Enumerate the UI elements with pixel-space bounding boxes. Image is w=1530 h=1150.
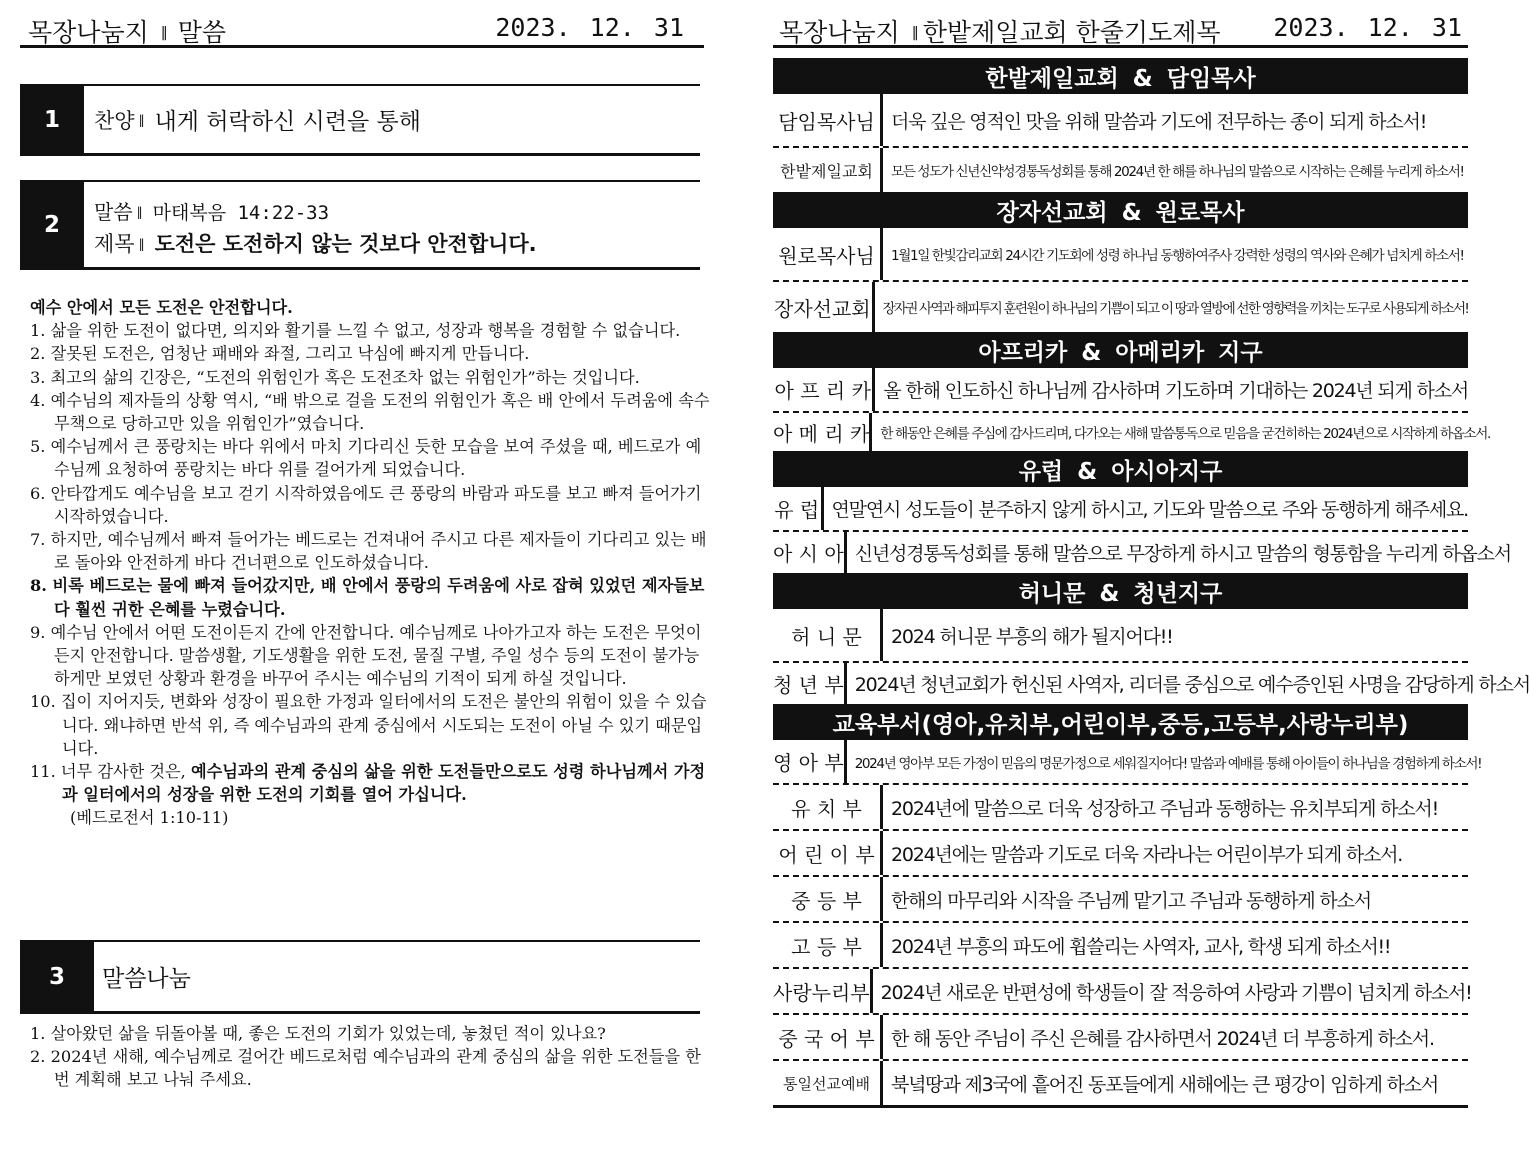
prayer-text: 북녘땅과 제3국에 흩어진 동포들에게 새해에는 큰 평강이 임하게 하소서 <box>891 1073 1439 1096</box>
prayer-label: 중 등 부 <box>773 877 883 921</box>
left-page <box>20 0 710 1150</box>
prayer-row <box>773 94 1468 146</box>
prayer-label: 아 시 아 <box>773 532 847 573</box>
prayer-text: 모든 성도가 신년신약성경통독성회를 통해 2024년 한 해를 하나님의 말씀으로 시작하는 은혜를 누리게 하소서! <box>891 164 1464 180</box>
prayer-label: 허 니 문 <box>773 609 883 661</box>
sermon-point <box>30 621 710 691</box>
prayer-row <box>773 530 1511 573</box>
prayer-group-title: 허니문 & 청년지구 <box>773 573 1468 609</box>
prayer-text: 한 해 동안 주님이 주신 은혜를 감사하면서 2024년 더 부흥하게 하소서. <box>891 1027 1434 1050</box>
sermon-point <box>30 760 710 830</box>
point-number: 9. <box>30 622 46 642</box>
prayer-group-title: 아프리카 & 아메리카 지구 <box>773 332 1468 368</box>
sermon-point <box>30 366 710 389</box>
sermon-point <box>30 342 710 365</box>
scripture-label: 말씀 <box>94 200 133 224</box>
prayer-label: 아 메 리 카 <box>773 413 872 451</box>
prayer-label: 유 럽 <box>773 487 824 530</box>
point-number: 7. <box>30 530 46 550</box>
prayer-row <box>773 487 1468 530</box>
sermon-point <box>30 690 710 760</box>
prayer-row <box>773 829 1468 875</box>
point-number: 6. <box>30 483 46 503</box>
prayer-row <box>773 783 1468 829</box>
point-number: 5. <box>30 437 46 457</box>
point-text: 하지만, 예수님께서 빠져 들어가는 베드로는 건져내어 주시고 다른 제자들이 기다리고 있는 배로 돌아와 안전하게 바다 건너편으로 인도하셨습니다. <box>50 530 707 573</box>
point-number: 2. <box>30 344 46 364</box>
prayer-group-title: 교육부서(영아,유치부,어린이부,중등,고등부,사랑누리부) <box>773 704 1468 740</box>
sermon-intro: 예수 안에서 모든 도전은 안전합니다. <box>30 298 293 317</box>
point-number: 8. <box>30 576 47 596</box>
point-text: 예수님의 제자들의 상황 역시, “배 밖으로 걸을 도전의 위험인가 혹은 배 안에서 두려움에 속수무책으로 당하고만 있을 위험인가”였습니다. <box>50 390 710 434</box>
prayer-label: 청 년 부 <box>773 663 847 704</box>
left-header-title-group <box>28 13 226 49</box>
section-number: 3 <box>20 942 94 1011</box>
point-number: 1. <box>30 321 46 341</box>
prayer-text: 신년성경통독성회를 통해 말씀으로 무장하게 하시고 말씀의 형통함을 누리게 하옵소서 <box>854 543 1511 565</box>
point-number: 3. <box>30 367 46 387</box>
scripture-line <box>94 196 329 225</box>
header-separator: ‖ <box>160 25 168 41</box>
prayer-label: 한밭제일교회 <box>773 148 883 192</box>
sermon-points <box>30 319 710 829</box>
prayer-group-title: 한밭제일교회 & 담임목사 <box>773 58 1468 94</box>
sermon-point <box>30 435 710 481</box>
praise-label: 찬양 <box>94 108 135 133</box>
prayer-label: 아 프 리 카 <box>773 368 875 411</box>
prayer-row <box>773 740 1482 783</box>
left-header-title: 목장나눔지 <box>28 18 149 47</box>
prayer-row <box>773 228 1468 280</box>
prayer-text: 장자권 사역과 해피투지 훈련원이 하나님의 기쁨이 되고 이 땅과 열방에 선한 영향력을 끼치는 도구로 사용되게 하소서! <box>882 301 1468 317</box>
label-separator: ‖ <box>136 205 143 219</box>
point-text: 너무 감사한 것은, <box>60 762 191 782</box>
sermon-point <box>30 528 710 574</box>
scripture-reference: 마태복음 14:22-33 <box>152 202 330 224</box>
question-item <box>30 1022 710 1045</box>
prayer-text: 2024년에는 말씀과 기도로 더욱 자라나는 어린이부가 되게 하소서. <box>891 843 1403 866</box>
sermon-point <box>30 319 710 342</box>
section-sharing <box>20 940 700 1014</box>
question-number: 1. <box>30 1024 46 1043</box>
prayer-row <box>773 661 1530 704</box>
point-text: 집이 지어지듯, 변화와 성장이 필요한 가정과 일터에서의 도전은 불안의 위험이 있을 수 있습니다. 왜냐하면 반석 위, 즉 예수님과의 관계 중심에서 시도되는 도전이 아닐 수 있기 때문입니다. <box>60 692 707 758</box>
sermon-title: 도전은 도전하지 않는 것보다 안전합니다. <box>154 232 537 256</box>
prayer-row <box>773 280 1468 332</box>
point-number: 11. <box>30 762 56 782</box>
praise-title: 내게 허락하신 시련을 통해 <box>154 109 421 135</box>
scripture-reference: (베드로전서 1:10-11) <box>70 808 229 828</box>
section-body <box>94 86 700 153</box>
prayer-text: 2024년 부흥의 파도에 휩쓸리는 사역자, 교사, 학생 되게 하소서!! <box>891 935 1391 958</box>
prayer-table <box>773 58 1530 1108</box>
right-page <box>773 0 1530 1150</box>
header-separator: ‖ <box>911 25 919 41</box>
right-header-title: 목장나눔지 <box>779 18 900 47</box>
right-header-subtitle: 한밭제일교회 한줄기도제목 <box>922 18 1221 47</box>
prayer-text: 2024년 새로운 반편성에 학생들이 잘 적응하여 사랑과 기쁨이 넘치게 하소서! <box>880 981 1472 1004</box>
label-separator: ‖ <box>138 237 145 251</box>
section-word <box>20 180 700 270</box>
question-text: 살아왔던 삶을 뒤돌아볼 때, 좋은 도전의 기회가 있었는데, 놓쳤던 적이 있나요? <box>50 1024 606 1043</box>
question-number: 2. <box>30 1047 46 1067</box>
prayer-group-title: 장자선교회 & 원로목사 <box>773 192 1468 228</box>
point-text: 안타깝게도 예수님을 보고 걷기 시작하였음에도 큰 풍랑의 바람과 파도를 보고 빠져 들어가기 시작하였습니다. <box>50 483 702 526</box>
point-text: 최고의 삶의 긴장은, “도전의 위험인가 혹은 도전조차 없는 위험인가”하는 것입니다. <box>50 367 640 387</box>
point-text: 삶을 위한 도전이 없다면, 의지와 활기를 느낄 수 없고, 성장과 행복을 경험할 수 없습니다. <box>50 321 681 341</box>
sharing-questions <box>30 1022 710 1092</box>
prayer-text: 2024년 청년교회가 헌신된 사역자, 리더를 중심으로 예수증인된 사명을 감당하게 하소서 <box>854 674 1530 696</box>
sermon-point <box>30 482 710 528</box>
prayer-text: 한해의 마무리와 시작을 주님께 맡기고 주님과 동행하게 하소서 <box>891 889 1371 912</box>
right-header-title-group <box>779 13 1221 49</box>
right-header <box>773 10 1468 48</box>
point-text: 잘못된 도전은, 엄청난 패배와 좌절, 그리고 낙심에 빠지게 만듭니다. <box>50 344 530 364</box>
prayer-label: 사랑누리부 <box>773 969 873 1013</box>
title-label: 제목 <box>94 232 135 256</box>
prayer-row <box>773 967 1472 1013</box>
prayer-text: 2024년 영아부 모든 가정이 믿음의 명문가정으로 세워질지어다! 말씀과 예배를 통해 아이들이 하나님을 경험하게 하소서! <box>854 755 1482 772</box>
question-item <box>30 1045 710 1091</box>
left-header-subtitle: 말씀 <box>177 18 227 47</box>
point-text: 비록 베드로는 물에 빠져 들어갔지만, 배 안에서 풍랑의 두려움에 사로 잡혀 있었던 제자들보다 훨씬 귀한 은혜를 누렸습니다. <box>52 576 705 619</box>
section-body <box>94 182 700 267</box>
section-number: 1 <box>20 86 84 153</box>
sermon-title-line <box>94 228 537 258</box>
left-header <box>20 10 704 48</box>
section-praise <box>20 84 700 156</box>
prayer-label: 장자선교회 <box>773 282 875 332</box>
prayer-text: 2024 허니문 부흥의 해가 될지어다!! <box>891 625 1173 648</box>
prayer-row <box>773 411 1490 451</box>
prayer-text: 올 한해 인도하신 하나님께 감사하며 기도하며 기대하는 2024년 되게 하소서 <box>883 380 1468 402</box>
point-text-bold: 예수님과의 관계 중심의 삶을 위한 도전들만으로도 성령 하나님께서 가정과 일터에서의 성장을 위한 도전의 기회를 열어 가십니다. <box>62 762 706 805</box>
prayer-text: 연말연시 성도들이 분주하지 않게 하시고, 기도와 말씀으로 주와 동행하게 해주세요. <box>831 499 1468 521</box>
label-separator: ‖ <box>138 112 145 127</box>
sermon-point <box>30 389 710 435</box>
section-title: 말씀나눔 <box>102 966 191 992</box>
prayer-text: 더욱 깊은 영적인 맛을 위해 말씀과 기도에 전무하는 종이 되게 하소서! <box>891 110 1427 133</box>
prayer-row <box>773 921 1468 967</box>
prayer-text: 1월1일 한빛감리교회 24시간 기도회에 성령 하나님 동행하여주사 강력한 성령의 역사와 은혜가 넘치게 하소서! <box>891 248 1464 264</box>
prayer-row <box>773 146 1468 192</box>
prayer-text: 2024년에 말씀으로 더욱 성장하고 주님과 동행하는 유치부되게 하소서! <box>891 797 1439 820</box>
prayer-row <box>773 875 1468 921</box>
prayer-label: 고 등 부 <box>773 923 883 967</box>
prayer-label: 담임목사님 <box>773 94 883 146</box>
sermon-point <box>30 574 710 620</box>
prayer-label: 통일선교예배 <box>773 1061 883 1105</box>
right-header-date: 2023. 12. 31 <box>1273 13 1462 42</box>
prayer-label: 영 아 부 <box>773 740 847 783</box>
point-number: 4. <box>30 390 46 410</box>
prayer-row <box>773 1013 1468 1059</box>
left-header-date: 2023. 12. 31 <box>495 13 684 42</box>
prayer-row <box>773 368 1468 411</box>
prayer-label: 원로목사님 <box>773 228 883 280</box>
prayer-label: 중 국 어 부 <box>773 1015 883 1059</box>
prayer-row <box>773 1059 1468 1105</box>
section-number: 2 <box>20 182 84 267</box>
prayer-row <box>773 609 1468 661</box>
prayer-text: 한 해동안 은혜를 주심에 감사드리며, 다가오는 새해 말씀통독으로 믿음을 굳건히하는 2024년으로 시작하게 하옵소서. <box>880 426 1490 442</box>
point-text: 예수님께서 큰 풍랑치는 바다 위에서 마치 기다리신 듯한 모습을 보여 주셨을 때, 베드로가 예수님께 요청하여 풍랑치는 바다 위를 걸어가게 되었습니다. <box>50 437 702 480</box>
question-text: 2024년 새해, 예수님께로 걸어간 베드로처럼 예수님과의 관계 중심의 삶을 위한 도전들을 한번 계획해 보고 나눠 주세요. <box>50 1047 701 1090</box>
sermon-outline <box>30 296 710 830</box>
point-number: 10. <box>30 692 56 712</box>
prayer-group-title: 유럽 & 아시아지구 <box>773 451 1468 487</box>
point-text: 예수님 안에서 어떤 도전이든지 간에 안전합니다. 예수님께로 나아가고자 하는 도전은 무엇이든지 안전합니다. 말씀생활, 기도생활을 위한 도전, 물질 구별, 주일 성수 등의 도전이 불가능하게만 보였던 상황과 환경을 바꾸어 주시는 예수님의 기적이 되게 하실 것입니다. <box>50 622 702 689</box>
prayer-label: 유 치 부 <box>773 785 883 829</box>
prayer-label: 어 린 이 부 <box>773 831 883 875</box>
